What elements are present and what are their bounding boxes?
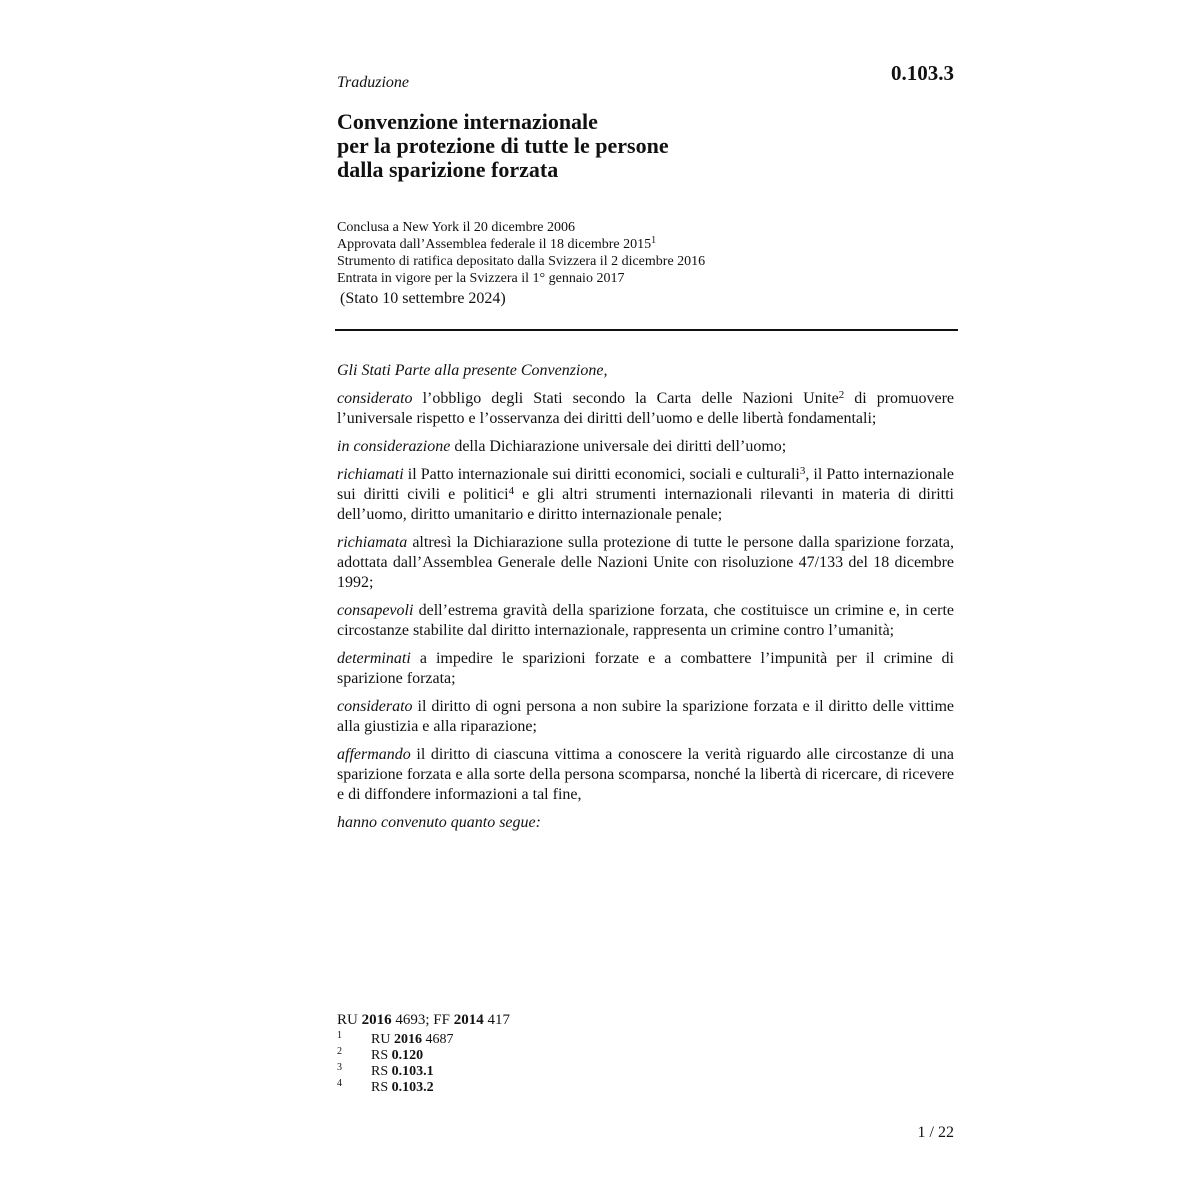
metadata-block [337,219,705,287]
footnotes [337,1012,510,1096]
title-line-3: dalla sparizione forzata [337,157,559,182]
preamble-closing: hanno convenuto quanto segue: [337,814,541,831]
concluded-date: Conclusa a New York il 20 dicembre 2006 [337,220,575,235]
footnote-number: 1 [337,1030,342,1041]
footnote-number: 3 [337,1062,342,1073]
footnote-ref[interactable]: 3 [799,465,806,477]
preamble-paragraph: determinati a impedire le sparizioni forzate e a combattere l’impunità per il crimine di sparizione forzata; [337,650,954,687]
preamble-paragraph: richiamati il Patto internazionale sui diritti economici, sociali e culturali$^3$, il Patto internazionale sui diritti civili e politici$^4$ e gli altri strumenti internazionali rilevanti in materia di diritti dell’uomo, diritto umanitario e diritto internazionale penale; [337,465,954,523]
footnote-text[interactable]: RS 0.103.1 [371,1064,434,1079]
publication-reference: RU 2016 4693; FF 2014 417 [337,1012,510,1028]
preamble-paragraph: considerato il diritto di ogni persona a non subire la sparizione forzata e il diritto delle vittime alla giustizia e alla riparazione; [337,698,954,735]
footnote-number: 2 [337,1046,342,1057]
preamble-paragraph: considerato l’obbligo degli Stati secondo la Carta delle Nazioni Unite$^2$ di promuovere l’universale rispetto e l’osservanza dei diritti dell’uomo e delle libertà fondamentali; [337,389,955,427]
preamble [337,361,954,841]
document-title [337,110,669,182]
approved-date [337,236,705,253]
title-line-1: Convenzione internazionale [337,109,598,134]
title-line-2: per la protezione di tutte le persone [337,133,669,158]
preamble-paragraph: in considerazione della Dichiarazione universale dei diritti dell’uomo; [337,438,787,455]
ratification-date: Strumento di ratifica depositato dalla Svizzera il 2 dicembre 2016 [337,254,706,269]
in-force-date: Entrata in vigore per la Svizzera il 1° gennaio 2017 [337,271,625,286]
page-number: 1 / 22 [917,1124,954,1141]
footnote-ref[interactable]: 4 [508,485,515,497]
preamble-paragraph: consapevoli dell’estrema gravità della sparizione forzata, che costituisce un crimine e, in certe circostanze stabilite dal diritto internazionale, rappresenta un crimine contro l’umanità; [337,602,954,639]
preamble-paragraph: affermando il diritto di ciascuna vittima a conoscere la verità riguardo alle circostanze di una sparizione forzata e alla sorte della persona scomparsa, nonché la libertà di ricercare, di ricevere e di diffondere informazioni a tal fine, [337,746,954,803]
footnote-text[interactable]: RU 2016 4687 [371,1032,454,1047]
footnote-ref[interactable]: 1 [651,235,657,246]
sr-number: 0.103.3 [891,61,954,85]
footnote-text[interactable]: RS 0.103.2 [371,1080,434,1095]
footnote-number: 4 [337,1078,342,1089]
footnote-ref[interactable]: 2 [838,389,845,401]
footnote-item [337,1080,510,1096]
horizontal-rule [335,329,958,331]
footnote-text[interactable]: RS 0.120 [371,1048,424,1063]
translation-label: Traduzione [337,74,410,91]
preamble-intro: Gli Stati Parte alla presente Convenzione, [337,362,608,379]
status-date: (Stato 10 settembre 2024) [340,290,506,307]
approved-text: Approvata dall’Assemblea federale il 18 dicembre 2015 [337,237,652,252]
preamble-paragraph: richiamata altresì la Dichiarazione sulla protezione di tutte le persone dalla sparizione forzata, adottata dall’Assemblea Generale delle Nazioni Unite con risoluzione 47/133 del 18 dicembre 1992; [337,534,954,591]
